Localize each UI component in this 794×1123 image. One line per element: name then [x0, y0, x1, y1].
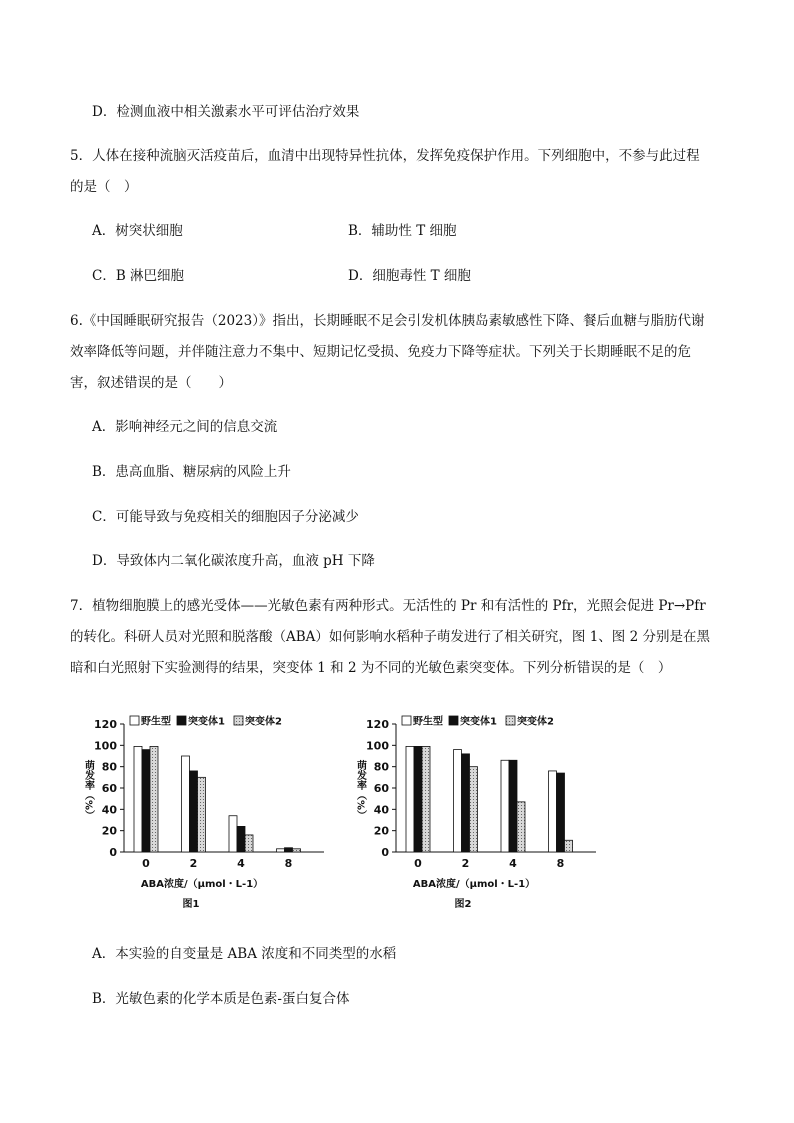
- q6-option-c: C．可能导致与免疫相关的细胞因子分泌减少: [92, 509, 359, 525]
- q7-stem-line-1: 7．植物细胞膜上的感光受体——光敏色素有两种形式。无活性的 Pr 和有活性的 Pfr，光照会促进 Pr→Pfr: [70, 598, 706, 614]
- fig1-bar: [277, 849, 285, 852]
- fig1-bar: [190, 771, 198, 852]
- fig1-legend-swatch: [234, 716, 243, 725]
- q5-option-b: B．辅助性 T 细胞: [348, 223, 457, 239]
- fig2-bar: [565, 840, 573, 852]
- fig1-xtick-label: 2: [189, 857, 198, 870]
- q6-option-d: D．导致体内二氧化碳浓度升高，血液 pH 下降: [92, 553, 375, 569]
- fig2-bar: [406, 746, 414, 852]
- q5-option-c: C．B 淋巴细胞: [92, 268, 185, 284]
- fig2-bar: [517, 802, 525, 852]
- q7-charts-svg: [80, 712, 620, 917]
- fig1-legend-swatch: [130, 716, 139, 725]
- fig1-ytick-label: 100: [94, 739, 117, 753]
- fig2-bar: [414, 746, 422, 852]
- fig2-bar: [509, 760, 517, 852]
- fig2-legend-swatch: [506, 716, 515, 725]
- fig1-bar: [237, 826, 245, 852]
- q5-option-d: D．细胞毒性 T 细胞: [348, 268, 471, 284]
- fig2-legend-label: 突变体2: [517, 716, 554, 728]
- fig1-legend-swatch: [177, 716, 186, 725]
- fig2-legend-swatch: [402, 716, 411, 725]
- fig1-bar: [142, 750, 150, 852]
- fig2-legend-label: 野生型: [413, 716, 443, 728]
- fig2-x-label: ABA浓度/（μmol・L-1）: [412, 879, 536, 890]
- q7-stem-line-3: 暗和白光照射下实验测得的结果，突变体 1 和 2 为不同的光敏色素突变体。下列分析错误的是（ ）: [70, 660, 672, 676]
- fig1-legend-label: 突变体2: [245, 716, 282, 728]
- q6-stem-line-1: 6.《中国睡眠研究报告（2023）》指出，长期睡眠不足会引发机体胰岛素敏感性下降、餐后血糖与脂肪代谢: [70, 313, 705, 329]
- fig2-ytick-label: 60: [373, 782, 389, 795]
- fig1-ytick-label: 40: [101, 803, 117, 817]
- fig1-bar: [285, 848, 293, 852]
- fig1-bar: [198, 777, 206, 852]
- fig2-ytick-label: 120: [366, 718, 389, 731]
- q7-stem-line-2: 的转化。科研人员对光照和脱落酸（ABA）如何影响水稻种子萌发进行了相关研究，图 1、图 2 分别是在黑: [70, 629, 710, 645]
- q5-stem-line-2: 的是（ ）: [70, 179, 138, 195]
- fig1-bar: [245, 835, 253, 852]
- fig1-legend-label: 突变体1: [188, 716, 225, 728]
- fig2-legend-label: 突变体1: [460, 716, 497, 728]
- q5-stem-line-1: 5．人体在接种流脑灭活疫苗后，血清中出现特异性抗体，发挥免疫保护作用。下列细胞中，不参与此过程: [70, 148, 700, 164]
- fig1-xtick-label: 0: [142, 857, 150, 870]
- q6-stem-line-2: 效率降低等问题，并伴随注意力不集中、短期记忆受损、免疫力下降等症状。下列关于长期睡眠不足的危: [70, 344, 691, 360]
- fig1-bar: [150, 746, 158, 852]
- fig1-ytick-label: 20: [101, 824, 117, 838]
- fig2-xtick-label: 4: [509, 857, 517, 870]
- q7-option-b: B．光敏色素的化学本质是色素-蛋白复合体: [92, 991, 350, 1007]
- fig2-bar: [422, 746, 430, 852]
- fig2-xtick-label: 0: [414, 857, 422, 870]
- fig1-ytick-label: 80: [101, 760, 117, 774]
- fig2-ytick-label: 0: [381, 846, 389, 859]
- fig1-ytick-label: 60: [101, 782, 117, 795]
- fig1-ytick-label: 0: [109, 846, 117, 859]
- q4-option-d: D．检测血液中相关激素水平可评估治疗效果: [92, 104, 360, 120]
- fig2-legend-swatch: [449, 716, 458, 725]
- fig1-y-label: 萌发率（%）: [82, 759, 94, 821]
- fig2-ytick-label: 40: [373, 803, 389, 817]
- fig2-xtick-label: 2: [461, 857, 470, 870]
- fig1-x-label: ABA浓度/（μmol・L-1）: [140, 879, 264, 890]
- q5-option-a: A．树突状细胞: [92, 223, 183, 239]
- fig1-legend-label: 野生型: [141, 716, 171, 728]
- q6-stem-line-3: 害，叙述错误的是（ ）: [70, 375, 232, 391]
- fig1-caption: 图1: [182, 899, 200, 910]
- fig2-caption: 图2: [454, 899, 472, 910]
- fig2-ytick-label: 20: [373, 824, 389, 838]
- fig1-bar: [229, 816, 237, 852]
- fig1-ytick-label: 120: [94, 718, 117, 731]
- q6-option-b: B．患高血脂、糖尿病的风险上升: [92, 464, 291, 480]
- fig2-bar: [557, 773, 565, 852]
- fig2-bar: [454, 750, 462, 852]
- q7-option-a: A．本实验的自变量是 ABA 浓度和不同类型的水稻: [92, 946, 397, 962]
- q7-figure: [80, 712, 620, 917]
- fig1-bar: [182, 756, 190, 852]
- fig1-xtick-label: 4: [237, 857, 245, 870]
- fig2-bar: [462, 754, 470, 852]
- fig1-bar: [293, 849, 301, 852]
- fig1-xtick-label: 8: [284, 857, 293, 870]
- fig2-bar: [549, 771, 557, 852]
- fig1-bar: [134, 746, 142, 852]
- fig2-ytick-label: 100: [366, 739, 389, 753]
- fig2-ytick-label: 80: [373, 760, 389, 774]
- fig2-xtick-label: 8: [556, 857, 565, 870]
- fig2-y-label: 萌发率（%）: [354, 759, 366, 821]
- fig2-bar: [470, 767, 478, 852]
- q6-option-a: A．影响神经元之间的信息交流: [92, 419, 278, 435]
- fig2-bar: [501, 760, 509, 852]
